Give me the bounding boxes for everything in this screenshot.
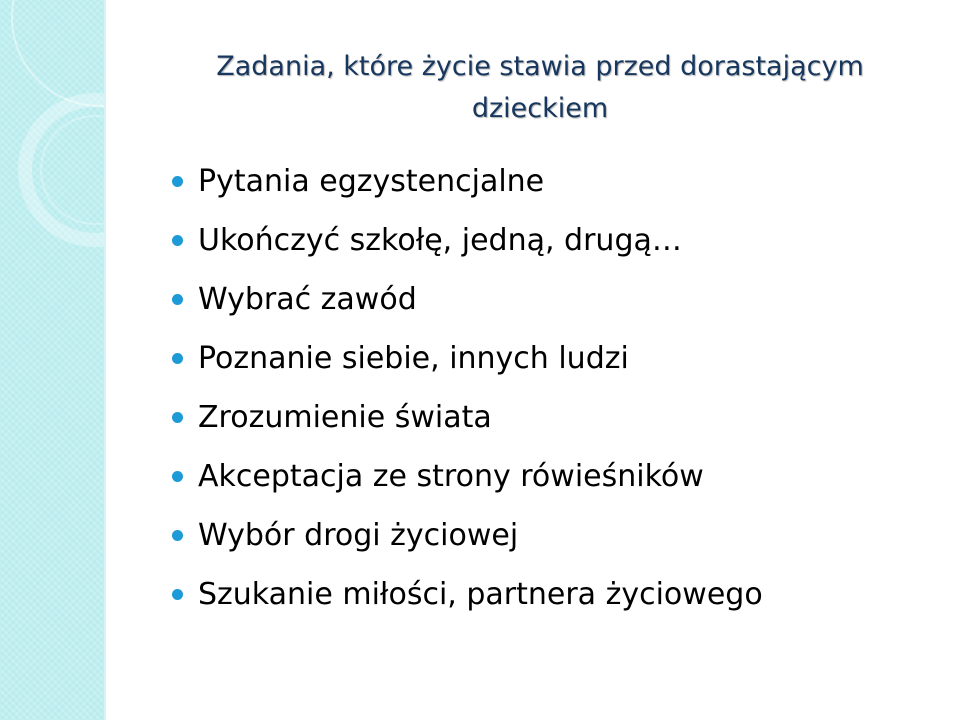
bullet-item — [172, 270, 763, 329]
bullet-text: Poznanie siebie, innych ludzi — [198, 341, 629, 376]
bullet-item — [172, 506, 763, 565]
bullet-text: Wybór drogi życiowej — [198, 518, 519, 553]
bullet-dot-icon — [172, 353, 183, 364]
bullet-text: Szukanie miłości, partnera życiowego — [198, 577, 763, 612]
bullet-dot-icon — [172, 294, 183, 305]
bullet-dot-icon — [172, 530, 183, 541]
bullet-list — [172, 152, 763, 624]
bullet-text: Akceptacja ze strony rówieśników — [198, 459, 704, 494]
bullet-item — [172, 152, 763, 211]
side-band-edge — [104, 0, 106, 720]
bullet-dot-icon — [172, 589, 183, 600]
bullet-dot-icon — [172, 412, 183, 423]
decorative-circles — [0, 0, 104, 720]
bullet-item — [172, 329, 763, 388]
bullet-text: Ukończyć szkołę, jedną, drugą… — [198, 223, 682, 258]
bullet-text: Wybrać zawód — [198, 282, 417, 317]
bullet-text: Zrozumienie świata — [198, 400, 492, 435]
bullet-text: Pytania egzystencjalne — [198, 164, 545, 199]
bullet-dot-icon — [172, 235, 183, 246]
bullet-item — [172, 565, 763, 624]
bullet-item — [172, 388, 763, 447]
bullet-dot-icon — [172, 471, 183, 482]
bullet-dot-icon — [172, 176, 183, 187]
bullet-item — [172, 211, 763, 270]
slide-title: Zadania, które życie stawia przed dorastającym dzieckiem — [216, 51, 864, 124]
bullet-item — [172, 447, 763, 506]
